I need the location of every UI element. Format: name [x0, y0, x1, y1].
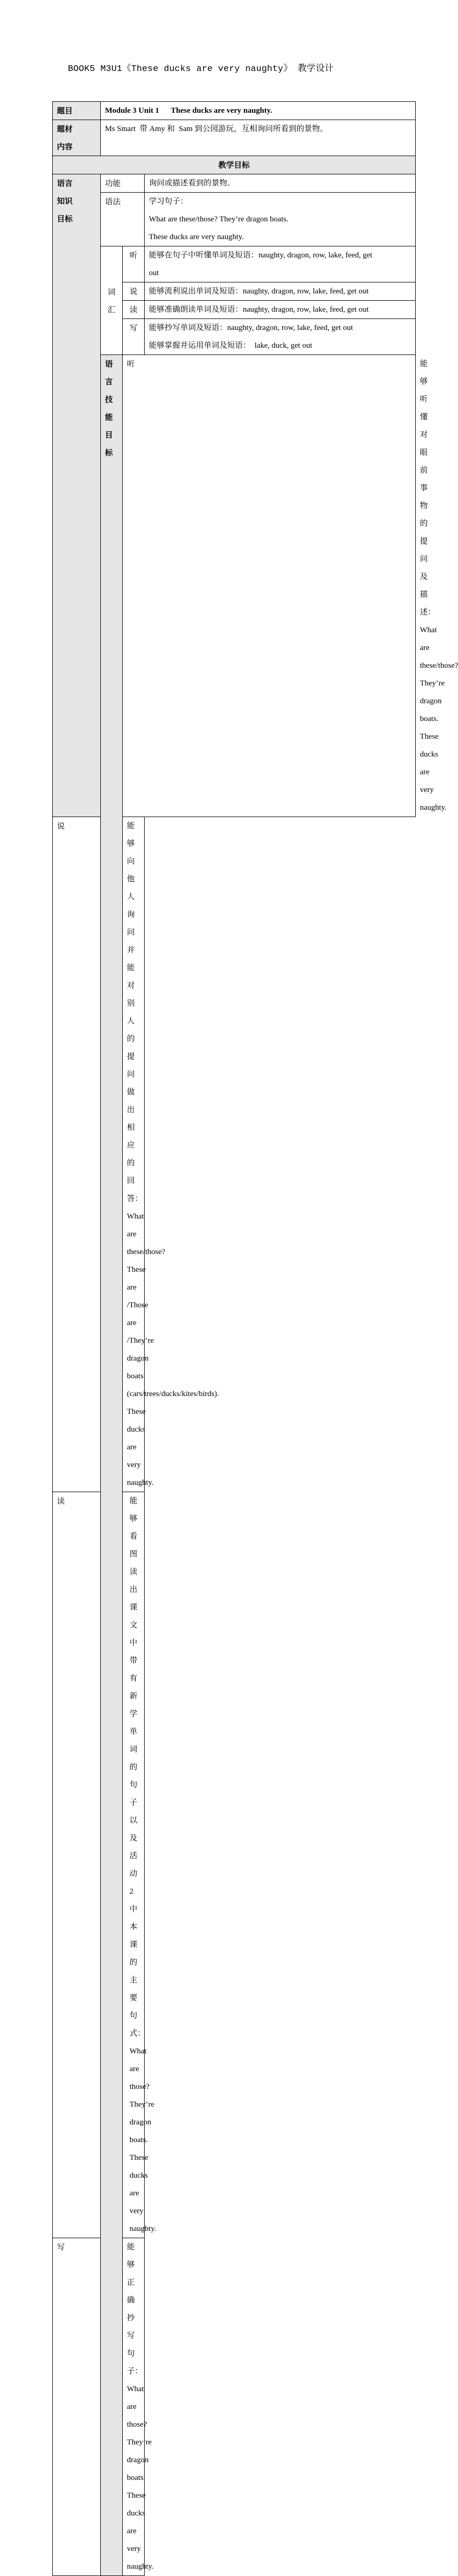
grammar-label: 语法	[101, 193, 145, 246]
content-value: Ms Smart 带 Amy 和 Sam 到公园游玩，互相询问所看到的景物。	[101, 120, 416, 156]
table-row	[53, 174, 416, 193]
topic-label: 题目	[53, 102, 101, 120]
document-title: BOOK5 M3U1《These ducks are very naughty》 教学设计	[68, 64, 334, 74]
vocab-listen-value: 能够在句子中听懂单词及短语：naughty, dragon, row, lake, feed, get out	[145, 246, 416, 282]
topic-value: Module 3 Unit 1 These ducks are very naughty.	[101, 102, 416, 120]
function-value: 询问或描述看到的景物。	[145, 174, 416, 193]
table-row	[53, 156, 416, 174]
function-label: 功能	[101, 174, 145, 193]
vocab-write-label: 写	[123, 319, 145, 355]
skill-read-label: 读	[53, 1492, 123, 2238]
table-row	[53, 102, 416, 120]
goals-header: 教学目标	[53, 156, 416, 174]
skill-read-value: 能够看图读出课文中带有新学单词的句子以及活动 2 中本课的主 要句式：What are those? They’re dragon boats. These ducks are very naughty.	[123, 1492, 145, 2238]
vocabulary-label: 词 汇	[101, 246, 123, 355]
skill-speak-label: 说	[53, 817, 123, 1492]
skill-listen-label: 听	[123, 355, 416, 817]
vocab-read-label: 读	[123, 301, 145, 319]
table-row: 语言 技能 目标 听 能够听懂对眼前事物的提问及描述：What are these/those? They’re dragon boats. These ducks are very naughty.	[53, 355, 416, 817]
vocab-speak-label: 说	[123, 282, 145, 301]
vocab-speak-value: 能够流利说出单词及短语：naughty, dragon, row, lake, feed, get out	[145, 282, 416, 301]
table-row	[53, 193, 416, 246]
vocab-write-value: 能够抄写单词及短语：naughty, dragon, row, lake, feed, get out 能够掌握并运用单词及短语： lake, duck, get out	[145, 319, 416, 355]
skill-write-label: 写	[53, 2238, 123, 2576]
lesson-plan-table	[52, 101, 458, 2576]
table-row	[53, 2238, 416, 2576]
table-row	[53, 120, 416, 156]
table-row	[53, 1492, 416, 2238]
skill-write-value: 能够正确抄写句子：What are those? They’re dragon boats. These ducks are very naughty.	[123, 2238, 145, 2576]
grammar-value: 学习句子： What are these/those? They’re dragon boats. These ducks are very naughty.	[145, 193, 416, 246]
language-knowledge-label: 语言 知识 目标	[53, 174, 101, 817]
content-label: 题材 内容	[53, 120, 101, 156]
table-row	[53, 817, 416, 1492]
vocab-listen-label: 听	[123, 246, 145, 282]
skill-speak-value: 能够向他人询问并能对别人的提问做出相应的回答：What are these/those? These are /Those are /They’re dragon boats (cars/trees/ducks/kites/birds). These ducks are very naughty.	[123, 817, 145, 1492]
table-row	[53, 246, 416, 282]
language-skill-label: 语言 技能 目标	[101, 355, 123, 2576]
vocab-read-value: 能够准确朗读单词及短语：naughty, dragon, row, lake, feed, get out	[145, 301, 416, 319]
